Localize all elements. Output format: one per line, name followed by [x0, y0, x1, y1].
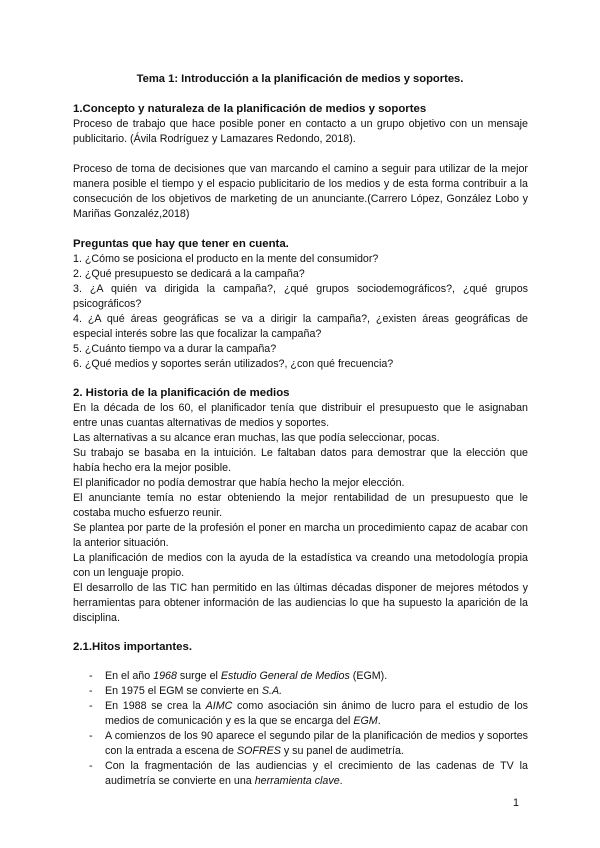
history-paragraph: El anunciante temía no estar obteniendo la mejor rentabilidad de un presupuesto que le costaba mucho esfuerzo reunir. — [73, 492, 528, 519]
question-item: 5. ¿Cuánto tiempo va a durar la campaña? — [73, 343, 277, 355]
section-2-heading: 2. Historia de la planificación de medios — [73, 387, 290, 399]
section-2-1-heading: 2.1.Hitos importantes. — [73, 641, 192, 653]
history-paragraph: Su trabajo se basaba en la intuición. Le faltaban datos para demostrar que la elección que había hecho era la mejor posible. — [73, 447, 528, 474]
section-1-paragraph-2: Proceso de toma de decisiones que van marcando el camino a seguir para utilizar de la mejor manera posible el tiempo y el espacio publicitario de los medios y de esta forma contribuir a la consecución de los objetivos de marketing de un anunciante.(Carrero López, González Lobo y Mariñas Gonzaléz,2018) — [73, 163, 528, 220]
history-paragraph: Se plantea por parte de la profesión el poner en marcha un procedimiento capaz de acabar con la anterior situación. — [73, 522, 528, 549]
history-paragraph: El planificador no podía demostrar que había hecho la mejor elección. — [73, 477, 405, 489]
milestone-item: - En el año 1968 surge el Estudio General de Medios (EGM). — [89, 670, 388, 682]
milestone-item: - Con la fragmentación de las audiencias y el crecimiento de las cadenas de TV la audimetría se convierte en una herramienta clave. — [89, 760, 528, 787]
history-paragraph: El desarrollo de las TIC han permitido en las últimas décadas disponer de mejores métodos y herramientas para obtener información de las audiencias lo que ha supuesto la aparición de la disciplina. — [73, 582, 528, 624]
section-1-paragraph-1: Proceso de trabajo que hace posible poner en contacto a un grupo objetivo con un mensaje publicitario. (Ávila Rodríguez y Lamazares Redondo, 2018). — [73, 118, 528, 145]
question-item: 3. ¿A quién va dirigida la campaña?, ¿qué grupos sociodemográficos?, ¿qué grupos psicográficos? — [73, 283, 528, 310]
history-paragraph: Las alternativas a su alcance eran muchas, las que podía seleccionar, pocas. — [73, 432, 440, 444]
milestone-item: - En 1988 se crea la AIMC como asociación sin ánimo de lucro para el estudio de los medios de comunicación y es la que se encarga del EGM. — [89, 700, 528, 727]
questions-heading: Preguntas que hay que tener en cuenta. — [73, 238, 289, 250]
question-item: 1. ¿Cómo se posiciona el producto en la mente del consumidor? — [73, 253, 379, 265]
milestone-item: - A comienzos de los 90 aparece el segundo pilar de la planificación de medios y soportes con la entrada a escena de SOFRES y su panel de audimetría. — [89, 730, 528, 757]
question-item: 6. ¿Qué medios y soportes serán utilizados?, ¿con qué frecuencia? — [73, 358, 394, 370]
milestones-list — [73, 669, 528, 789]
section-1-heading: 1.Concepto y naturaleza de la planificación de medios y soportes — [73, 103, 427, 115]
question-item: 2. ¿Qué presupuesto se dedicará a la campaña? — [73, 268, 305, 280]
page-number: 1 — [513, 797, 519, 809]
question-item: 4. ¿A qué áreas geográficas se va a dirigir la campaña?, ¿existen áreas geográficas de especial interés sobre las que focalizar la campaña? — [73, 313, 528, 340]
history-paragraph: En la década de los 60, el planificador tenía que distribuir el presupuesto que le asignaban entre unas cuantas alternativas de medios y soportes. — [73, 402, 528, 429]
document-title: Tema 1: Introducción a la planificación de medios y soportes. — [136, 73, 464, 85]
milestone-item: - En 1975 el EGM se convierte en S.A. — [89, 685, 283, 697]
history-paragraph: La planificación de medios con la ayuda de la estadística va creando una metodología propia con un lenguaje propio. — [73, 552, 528, 579]
document-body — [73, 102, 528, 789]
